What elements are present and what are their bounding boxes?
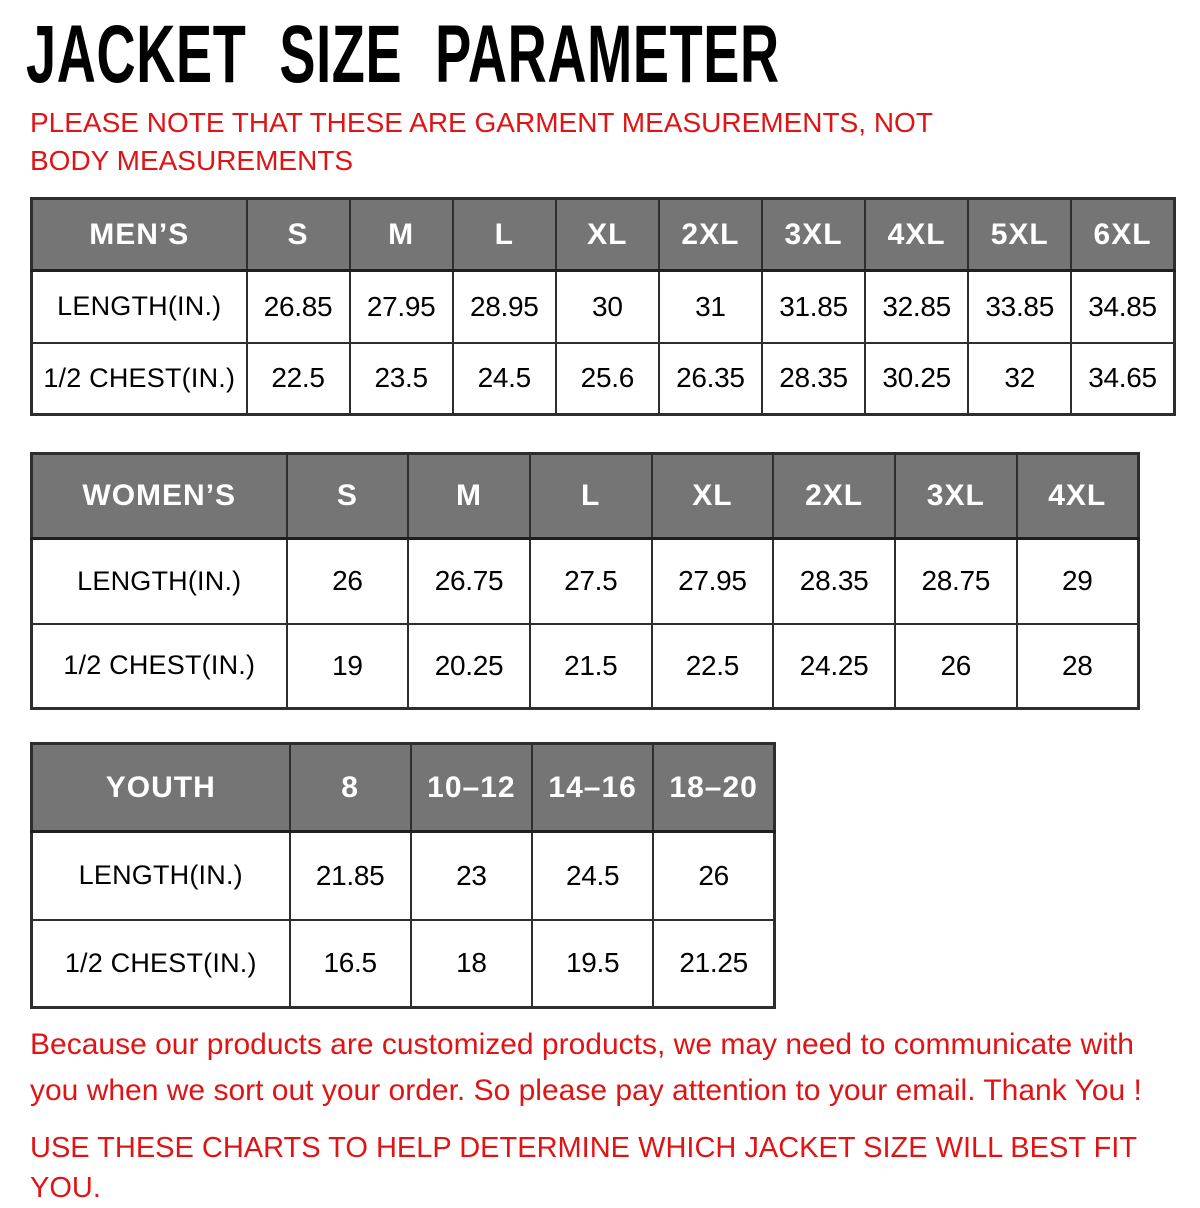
value-cell: 19.5: [532, 920, 653, 1008]
value-cell: 32.85: [865, 271, 968, 343]
customization-notice: Because our products are customized products, we may need to communicate with you when we sort out your order. So please pay attention to your email. Thank You !: [30, 1028, 1142, 1107]
womens-size-cell-l: L: [530, 454, 652, 539]
page-title: [26, 9, 1168, 100]
value-cell: 19: [287, 624, 409, 709]
value-cell: 23: [411, 832, 532, 920]
youth-size-cell-8: 8: [290, 744, 411, 832]
value-cell: 34.65: [1071, 343, 1174, 415]
youth-header-row: [32, 744, 775, 832]
value-cell: 32: [968, 343, 1071, 415]
mens-size-cell-2xl: 2XL: [659, 199, 762, 271]
value-cell: 22.5: [247, 343, 350, 415]
row-label: LENGTH(IN.): [32, 832, 290, 920]
mens-size-table: [30, 197, 1176, 416]
mens-length-row: [32, 271, 1175, 343]
value-cell: 21.25: [653, 920, 774, 1008]
value-cell: 28.75: [895, 539, 1017, 624]
row-label: 1/2 CHEST(IN.): [32, 624, 287, 709]
mens-size-cell-4xl: 4XL: [865, 199, 968, 271]
value-cell: 33.85: [968, 271, 1071, 343]
value-cell: 27.95: [350, 271, 453, 343]
mens-size-cell-m: M: [350, 199, 453, 271]
womens-size-table: [30, 452, 1140, 710]
youth-size-cell-18-20: 18–20: [653, 744, 774, 832]
womens-chest-row: [32, 624, 1139, 709]
youth-chest-row: [32, 920, 775, 1008]
value-cell: 26: [653, 832, 774, 920]
mens-size-cell-s: S: [247, 199, 350, 271]
value-cell: 26.75: [408, 539, 530, 624]
mens-size-cell-3xl: 3XL: [762, 199, 865, 271]
value-cell: 28: [1017, 624, 1139, 709]
mens-size-cell-xl: XL: [556, 199, 659, 271]
value-cell: 24.5: [453, 343, 556, 415]
mens-size-cell-5xl: 5XL: [968, 199, 1071, 271]
value-cell: 23.5: [350, 343, 453, 415]
value-cell: 28.35: [762, 343, 865, 415]
womens-size-cell-xl: XL: [652, 454, 774, 539]
value-cell: 16.5: [290, 920, 411, 1008]
value-cell: 25.6: [556, 343, 659, 415]
womens-size-cell-s: S: [287, 454, 409, 539]
mens-size-cell-6xl: 6XL: [1071, 199, 1174, 271]
value-cell: 30: [556, 271, 659, 343]
womens-size-cell-m: M: [408, 454, 530, 539]
womens-header-row: [32, 454, 1139, 539]
garment-measurement-note: PLEASE NOTE THAT THESE ARE GARMENT MEASUREMENTS, NOT BODY MEASUREMENTS: [30, 107, 933, 176]
value-cell: 22.5: [652, 624, 774, 709]
value-cell: 27.95: [652, 539, 774, 624]
value-cell: 26.85: [247, 271, 350, 343]
value-cell: 26: [287, 539, 409, 624]
youth-size-table: [30, 742, 776, 1009]
mens-table-title-cell: MEN’S: [32, 199, 247, 271]
value-cell: 27.5: [530, 539, 652, 624]
value-cell: 24.5: [532, 832, 653, 920]
value-cell: 30.25: [865, 343, 968, 415]
value-cell: 20.25: [408, 624, 530, 709]
youth-size-cell-10-12: 10–12: [411, 744, 532, 832]
value-cell: 21.85: [290, 832, 411, 920]
value-cell: 21.5: [530, 624, 652, 709]
value-cell: 26.35: [659, 343, 762, 415]
page-title-text: JACKET SIZE PARAMETER: [26, 9, 780, 100]
value-cell: 31: [659, 271, 762, 343]
mens-chest-row: [32, 343, 1175, 415]
value-cell: 24.25: [773, 624, 895, 709]
mens-size-cell-l: L: [453, 199, 556, 271]
value-cell: 28.35: [773, 539, 895, 624]
womens-size-cell-3xl: 3XL: [895, 454, 1017, 539]
value-cell: 29: [1017, 539, 1139, 624]
womens-size-cell-2xl: 2XL: [773, 454, 895, 539]
womens-size-cell-4xl: 4XL: [1017, 454, 1139, 539]
value-cell: 28.95: [453, 271, 556, 343]
youth-table-title-cell: YOUTH: [32, 744, 290, 832]
youth-size-cell-14-16: 14–16: [532, 744, 653, 832]
youth-length-row: [32, 832, 775, 920]
mens-header-row: [32, 199, 1175, 271]
row-label: LENGTH(IN.): [32, 539, 287, 624]
row-label: 1/2 CHEST(IN.): [32, 343, 247, 415]
row-label: LENGTH(IN.): [32, 271, 247, 343]
value-cell: 34.85: [1071, 271, 1174, 343]
womens-length-row: [32, 539, 1139, 624]
value-cell: 26: [895, 624, 1017, 709]
chart-usage-advice: USE THESE CHARTS TO HELP DETERMINE WHICH JACKET SIZE WILL BEST FIT YOU.: [30, 1132, 1137, 1204]
value-cell: 18: [411, 920, 532, 1008]
value-cell: 31.85: [762, 271, 865, 343]
row-label: 1/2 CHEST(IN.): [32, 920, 290, 1008]
womens-table-title-cell: WOMEN’S: [32, 454, 287, 539]
